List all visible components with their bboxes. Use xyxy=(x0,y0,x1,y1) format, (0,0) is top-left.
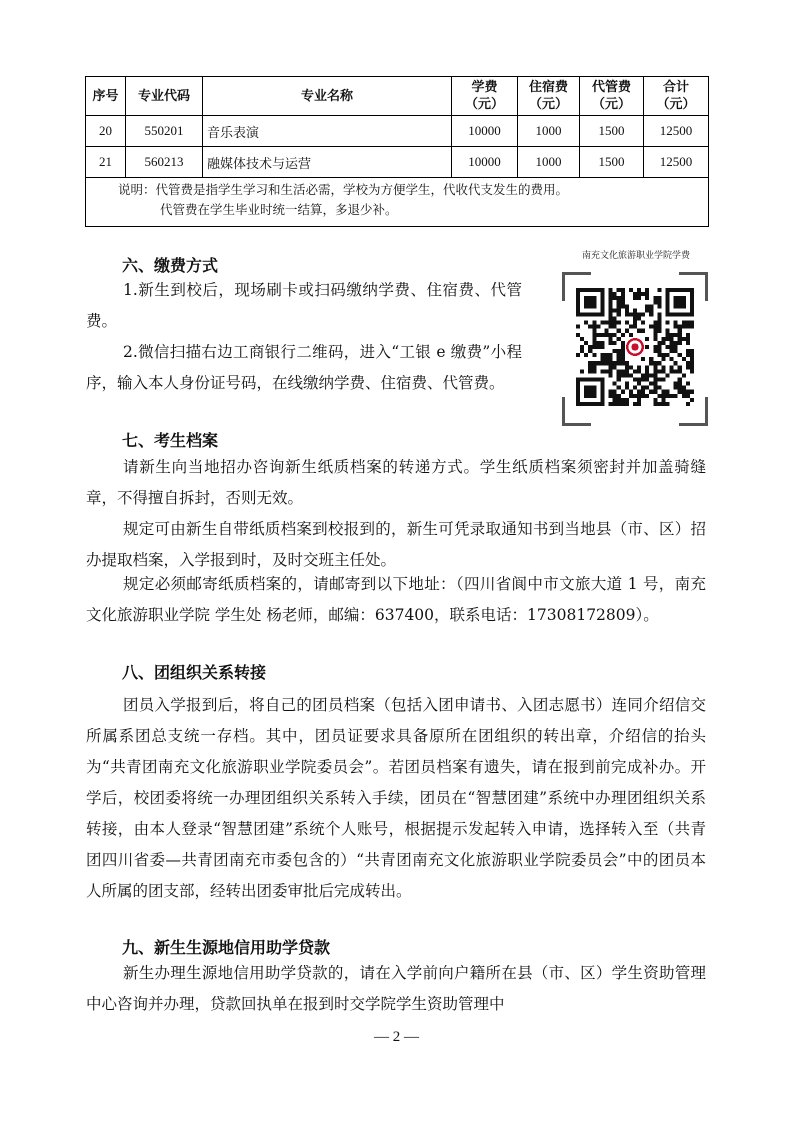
section-8-heading: 八、团组织关系转接 xyxy=(122,663,267,682)
section-7-paragraph-2: 规定可由新生自带纸质档案到校报到的，新生可凭录取通知书到当地县（市、区）招办提取档案，入学报到时，及时交班主任处。 xyxy=(86,520,706,569)
cell-accommodation: 1000 xyxy=(518,116,580,147)
header-custody-fee: 代管费 （元） xyxy=(580,77,644,116)
cell-tuition: 10000 xyxy=(452,147,518,178)
cell-major-code: 550201 xyxy=(126,116,203,147)
table-row xyxy=(86,147,709,178)
table-header-row xyxy=(86,77,709,116)
qr-caption: 南充文化旅游职业学院学费 xyxy=(581,251,690,261)
cell-accommodation: 1000 xyxy=(518,147,580,178)
header-tuition: 学费 （元） xyxy=(452,77,518,116)
cell-major-name: 音乐表演 xyxy=(203,116,452,147)
section-9-heading: 九、新生生源地信用助学贷款 xyxy=(122,938,331,957)
section-6-heading: 六、缴费方式 xyxy=(122,256,219,275)
section-7-heading: 七、考生档案 xyxy=(122,431,219,450)
fee-table xyxy=(85,76,709,227)
header-major-name: 专业名称 xyxy=(203,77,452,116)
section-7-paragraph-1: 请新生向当地招办咨询新生纸质档案的转递方式。学生纸质档案须密封并加盖骑缝章，不得擅自拆封，否则无效。 xyxy=(86,458,706,507)
section-6-paragraph-2: 2.微信扫描右边工商银行二维码，进入“工银 e 缴费”小程序，输入本人身份证号码，在线缴纳学费、住宿费、代管费。 xyxy=(86,343,522,392)
cell-custody-fee: 1500 xyxy=(580,116,644,147)
section-7-paragraph-3: 规定必须邮寄纸质档案的，请邮寄到以下地址：（四川省阆中市文旅大道 1 号，南充文化旅游职业学院 学生处 杨老师，邮编：637400，联系电话：17308172809）。 xyxy=(86,575,706,624)
note-line-2: 代管费在学生毕业时统一结算，多退少补。 xyxy=(160,202,398,217)
cell-total: 12500 xyxy=(644,116,709,147)
cell-index: 21 xyxy=(86,147,126,178)
table-note-row xyxy=(86,178,709,227)
cell-total: 12500 xyxy=(644,147,709,178)
table-note xyxy=(86,178,709,227)
header-total: 合计 （元） xyxy=(644,77,709,116)
cell-custody-fee: 1500 xyxy=(580,147,644,178)
cell-tuition: 10000 xyxy=(452,116,518,147)
section-8-paragraph-1: 团员入学报到后，将自己的团员档案（包括入团申请书、入团志愿书）连同介绍信交所属系团总支统一存档。其中，团员证要求具备原所在团组织的转出章，介绍信的抬头为“共青团南充文化旅游职业学院委员会”。若团员档案有遗失，请在报到前完成补办。开学后，校团委将统一办理团组织关系转入手续，团员在“智慧团建”系统中办理团组织关系转接，由本人登录“智慧团建”系统个人账号，根据提示发起转入申请，选择转入至（共青团四川省委—共青团南充市委包含的）“共青团南充文化旅游职业学院委员会”中的团员本人所属的团支部，经转出团委审批后完成转出。 xyxy=(86,696,706,900)
note-line-1: 说明：代管费是指学生学习和生活必需，学校为方便学生，代收代支发生的费用。 xyxy=(118,182,569,197)
table-row xyxy=(86,116,709,147)
page-number: — 2 — xyxy=(374,1029,419,1045)
section-6-paragraph-1: 1.新生到校后，现场刷卡或扫码缴纳学费、住宿费、代管费。 xyxy=(86,281,522,330)
header-accommodation: 住宿费 （元） xyxy=(518,77,580,116)
section-9-paragraph-1: 新生办理生源地信用助学贷款的，请在入学前向户籍所在县（市、区）学生资助管理中心咨询并办理，贷款回执单在报到时交学院学生资助管理中 xyxy=(86,964,706,1013)
cell-index: 20 xyxy=(86,116,126,147)
cell-major-code: 560213 xyxy=(126,147,203,178)
qr-code-icon[interactable] xyxy=(576,288,694,406)
qr-frame xyxy=(562,272,708,426)
cell-major-name: 融媒体技术与运营 xyxy=(203,147,452,178)
header-index: 序号 xyxy=(86,77,126,116)
header-major-code: 专业代码 xyxy=(126,77,203,116)
